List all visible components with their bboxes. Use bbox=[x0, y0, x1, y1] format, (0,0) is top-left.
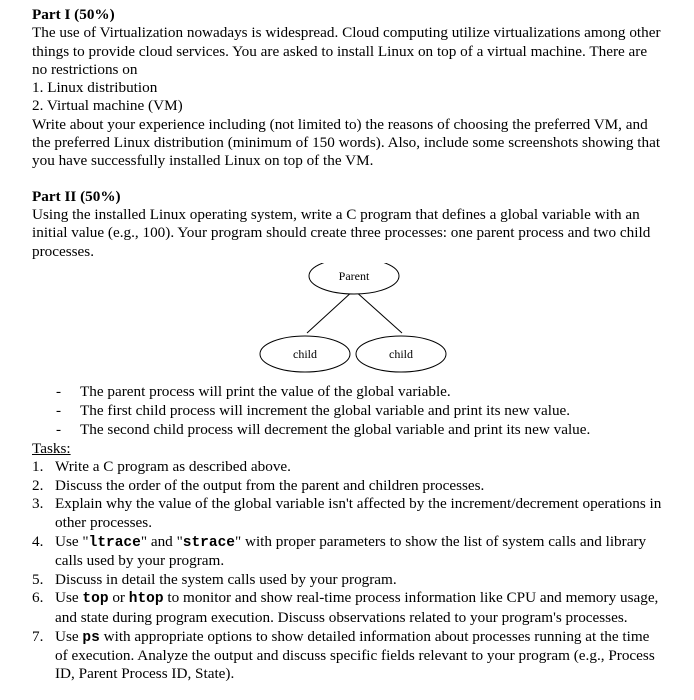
htop-code: htop bbox=[128, 591, 164, 608]
strace-code: strace bbox=[182, 534, 235, 551]
part1-intro: The use of Virtualization nowadays is widespread. Cloud computing utilize virtualizations among other things to provide cloud services. You are asked to install Linux on top of a virtual machine. There are no restrictions on bbox=[32, 24, 661, 78]
part1-closing: Write about your experience including (not limited to) the reasons of choosing the preferred VM, and the preferred Linux distribution (minimum of 150 words). Also, include some screenshots showing that you have successfully installed Linux on top of the VM. bbox=[32, 115, 661, 170]
process-bullets bbox=[32, 383, 662, 439]
task-item: 1. Write a C program as described above. bbox=[32, 457, 291, 475]
process-tree-svg bbox=[32, 263, 662, 379]
ps-code: ps bbox=[82, 629, 100, 646]
tasks-list bbox=[32, 458, 662, 684]
child1-label: child bbox=[293, 346, 317, 361]
part2-intro: Using the installed Linux operating system, write a C program that defines a global variable with an initial value (e.g., 100). Your program should create three processes: one parent process and two child processes. bbox=[32, 205, 651, 260]
part1-items bbox=[32, 79, 662, 116]
task-item: 6. Use top or htop to monitor and show real-time process information like CPU and memory usage, and state during program execution. Discuss observations related to your program's processes. bbox=[32, 589, 659, 626]
part1-item-linux: 1. Linux distribution bbox=[32, 79, 158, 97]
task-item: 5. Discuss in detail the system calls used by your program. bbox=[32, 570, 397, 588]
edge-parent-child1 bbox=[307, 290, 354, 333]
process-tree-diagram bbox=[32, 263, 662, 379]
part2-title: Part II (50%) bbox=[32, 187, 121, 205]
part1-title: Part I (50%) bbox=[32, 6, 115, 23]
bullet-child1: - The first child process will increment the global variable and print its new value. bbox=[56, 401, 571, 419]
parent-label: Parent bbox=[338, 268, 370, 283]
task-item: 7. Use ps with appropriate options to show detailed information about processes running at the time of execution. Analyze the output and discuss specific fields relevant to your program (e.g., Process ID, Parent Process ID, State). bbox=[32, 627, 655, 683]
part1-item-vm: 2. Virtual machine (VM) bbox=[32, 97, 183, 115]
task-item: 3. Explain why the value of the global variable isn't affected by the increment/decrement operations in other processes. bbox=[32, 495, 662, 531]
tasks-heading: Tasks: bbox=[32, 439, 71, 457]
task-item: 4. Use "ltrace" and "strace" with proper parameters to show the list of system calls and library calls used by your program. bbox=[32, 532, 647, 569]
bullet-parent: - The parent process will print the value of the global variable. bbox=[56, 382, 451, 400]
child2-label: child bbox=[389, 346, 413, 361]
task-item: 2. Discuss the order of the output from the parent and children processes. bbox=[32, 476, 485, 494]
bullet-child2: - The second child process will decrement the global variable and print its new value. bbox=[56, 420, 591, 438]
ltrace-code: ltrace bbox=[88, 534, 141, 551]
top-code: top bbox=[82, 591, 109, 608]
edge-parent-child2 bbox=[354, 290, 402, 333]
document-page bbox=[32, 6, 662, 684]
